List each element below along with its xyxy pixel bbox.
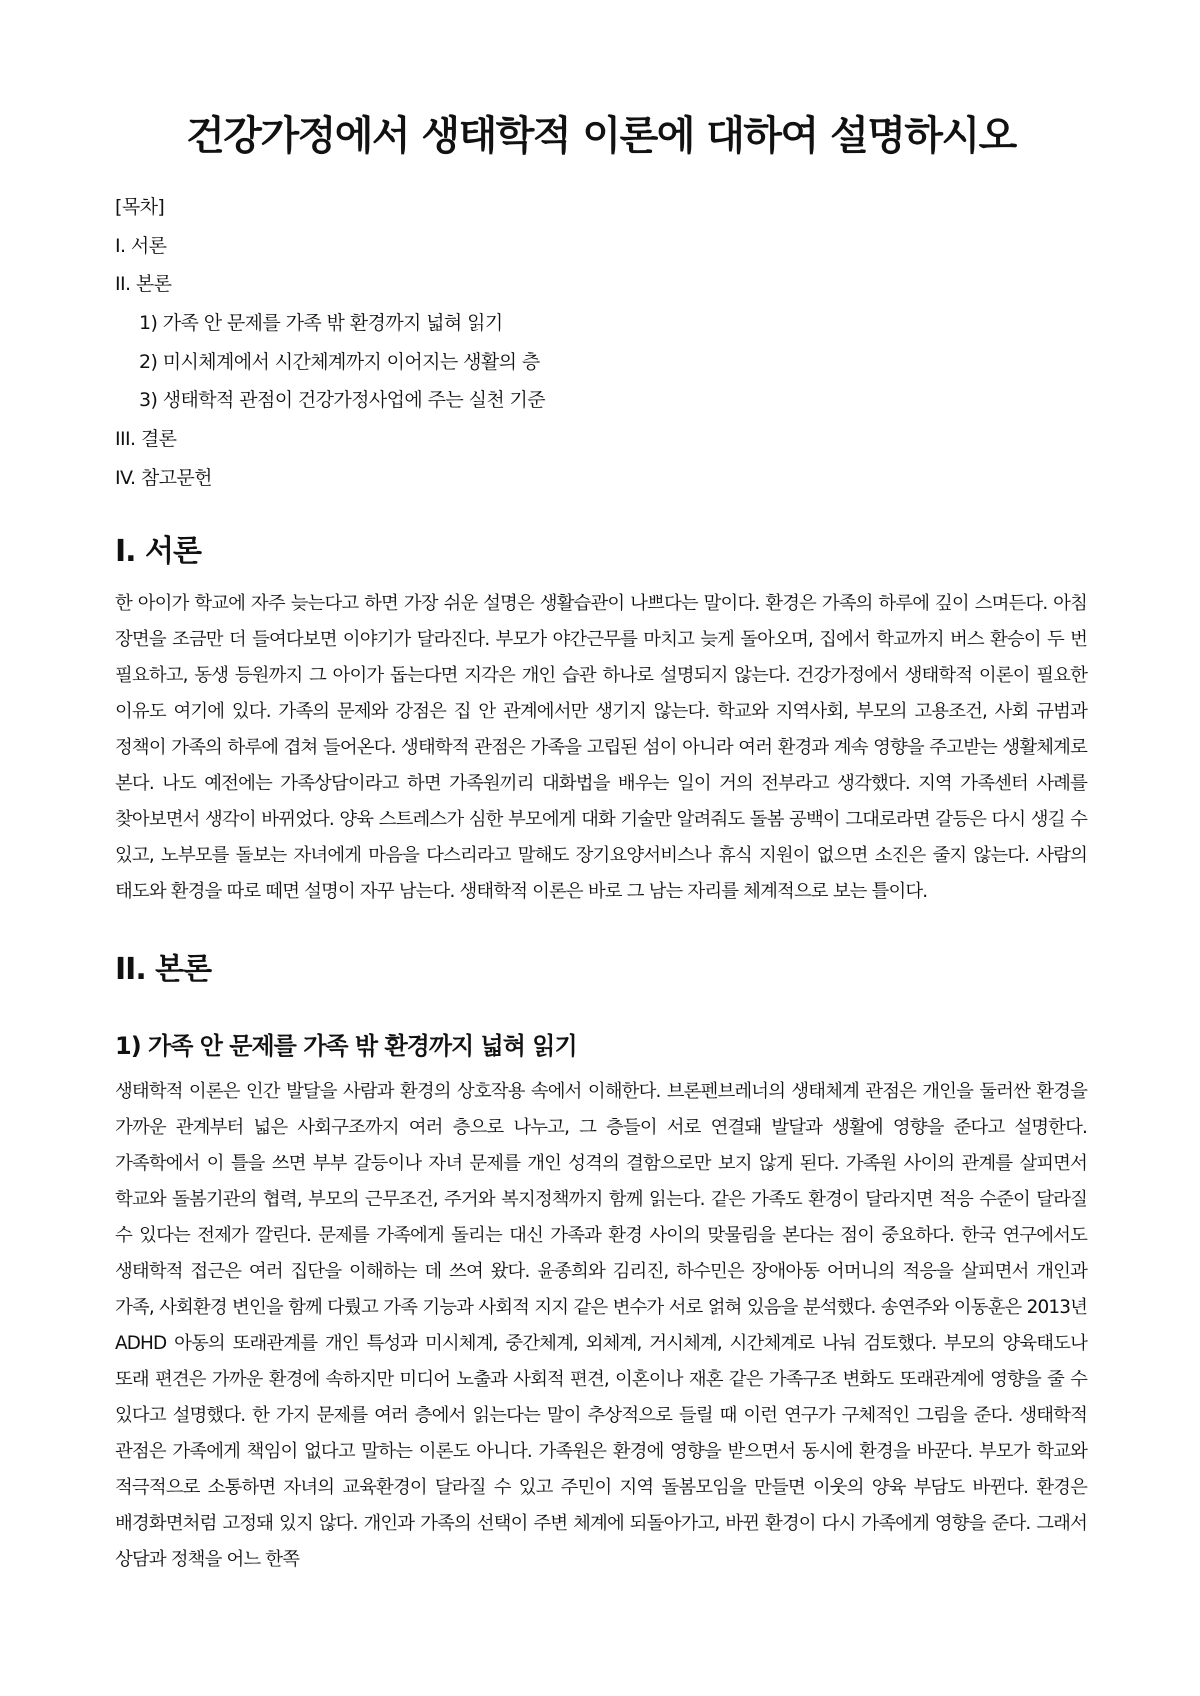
- section-heading-introduction: I. 서론: [115, 533, 201, 569]
- toc-subitem: 1) 가족 안 문제를 가족 밖 환경까지 넓혀 읽기: [139, 312, 503, 335]
- document-title: 건강가정에서 생태학적 이론에 대하여 설명하시오: [186, 113, 1016, 159]
- toc-item: I. 서론: [115, 234, 167, 257]
- table-of-contents: [115, 188, 1087, 498]
- body-paragraph: 생태학적 이론은 인간 발달을 사람과 환경의 상호작용 속에서 이해한다. 브론펜브레너의 생태체계 관점은 개인을 둘러싼 환경을 가까운 관계부터 넓은 사회구조까지 여러 층으로 나누고, 그 층들이 서로 연결돼 발달과 생활에 영향을 준다고 설명한다. 가족학에서 이 틀을 쓰면 부부 갈등이나 자녀 문제를 개인 성격의 결함으로만 보지 않게 된다. 가족원 사이의 관계를 살피면서 학교와 돌봄기관의 협력, 부모의 근무조건, 주거와 복지정책까지 함께 읽는다. 같은 가족도 환경이 달라지면 적응 수준이 달라질 수 있다는 전제가 깔린다. 문제를 가족에게 돌리는 대신 가족과 환경 사이의 맞물림을 본다는 점이 중요하다. 한국 연구에서도 생태학적 접근은 여러 집단을 이해하는 데 쓰여 왔다. 윤종희와 김리진, 하수민은 장애아동 어머니의 적응을 살피면서 개인과 가족, 사회환경 변인을 함께 다뤘고 가족 기능과 사회적 지지 같은 변수가 서로 얽혀 있음을 분석했다. 송연주와 이동훈은 2013년 ADHD 아동의 또래관계를 개인 특성과 미시체계, 중간체계, 외체계, 거시체계, 시간체계로 나눠 검토했다. 부모의 양육태도나 또래 편견은 가까운 환경에 속하지만 미디어 노출과 사회적 편견, 이혼이나 재혼 같은 가족구조 변화도 또래관계에 영향을 줄 수 있다고 설명했다. 한 가지 문제를 여러 층에서 읽는다는 말이 추상적으로 들릴 때 이런 연구가 구체적인 그림을 준다. 생태학적 관점은 가족에게 책임이 없다고 말하는 이론도 아니다. 가족원은 환경에 영향을 받으면서 동시에 환경을 바꾼다. 부모가 학교와 적극적으로 소통하면 자녀의 교육환경이 달라질 수 있고 주민이 지역 돌봄모임을 만들면 이웃의 양육 부담도 바뀐다. 환경은 배경화면처럼 고정돼 있지 않다. 개인과 가족의 선택이 주변 체계에 되돌아가고, 바뀐 환경이 다시 가족에게 영향을 준다. 그래서 상담과 정책을 어느 한쪽: [115, 1080, 1088, 1570]
- introduction-paragraph: 한 아이가 학교에 자주 늦는다고 하면 가장 쉬운 설명은 생활습관이 나쁘다는 말이다. 환경은 가족의 하루에 깊이 스며든다. 아침 장면을 조금만 더 들여다보면 이야기가 달라진다. 부모가 야간근무를 마치고 늦게 돌아오며, 집에서 학교까지 버스 환승이 두 번 필요하고, 동생 등원까지 그 아이가 돕는다면 지각은 개인 습관 하나로 설명되지 않는다. 건강가정에서 생태학적 이론이 필요한 이유도 여기에 있다. 가족의 문제와 강점은 집 안 관계에서만 생기지 않는다. 학교와 지역사회, 부모의 고용조건, 사회 규범과 정책이 가족의 하루에 겹쳐 들어온다. 생태학적 관점은 가족을 고립된 섬이 아니라 여러 환경과 계속 영향을 주고받는 생활체계로 본다. 나도 예전에는 가족상담이라고 하면 가족원끼리 대화법을 배우는 일이 거의 전부라고 생각했다. 지역 가족센터 사례를 찾아보면서 생각이 바뀌었다. 양육 스트레스가 심한 부모에게 대화 기술만 알려줘도 돌봄 공백이 그대로라면 갈등은 다시 생길 수 있고, 노부모를 돌보는 자녀에게 마음을 다스리라고 말해도 장기요양서비스나 휴식 지원이 없으면 소진은 줄지 않는다. 사람의 태도와 환경을 따로 떼면 설명이 자꾸 남는다. 생태학적 이론은 바로 그 남는 자리를 체계적으로 보는 틀이다.: [115, 592, 1087, 902]
- toc-item: IV. 참고문헌: [115, 466, 212, 489]
- toc-subitem: 2) 미시체계에서 시간체계까지 이어지는 생활의 층: [139, 350, 540, 373]
- toc-item: II. 본론: [115, 273, 172, 296]
- section-heading-body: II. 본론: [115, 951, 212, 987]
- toc-item: [목차]: [115, 196, 165, 218]
- toc-item: III. 결론: [115, 428, 177, 451]
- subsection-heading: 1) 가족 안 문제를 가족 밖 환경까지 넓혀 읽기: [115, 1031, 577, 1060]
- toc-subitem: 3) 생태학적 관점이 건강가정사업에 주는 실천 기준: [139, 389, 546, 412]
